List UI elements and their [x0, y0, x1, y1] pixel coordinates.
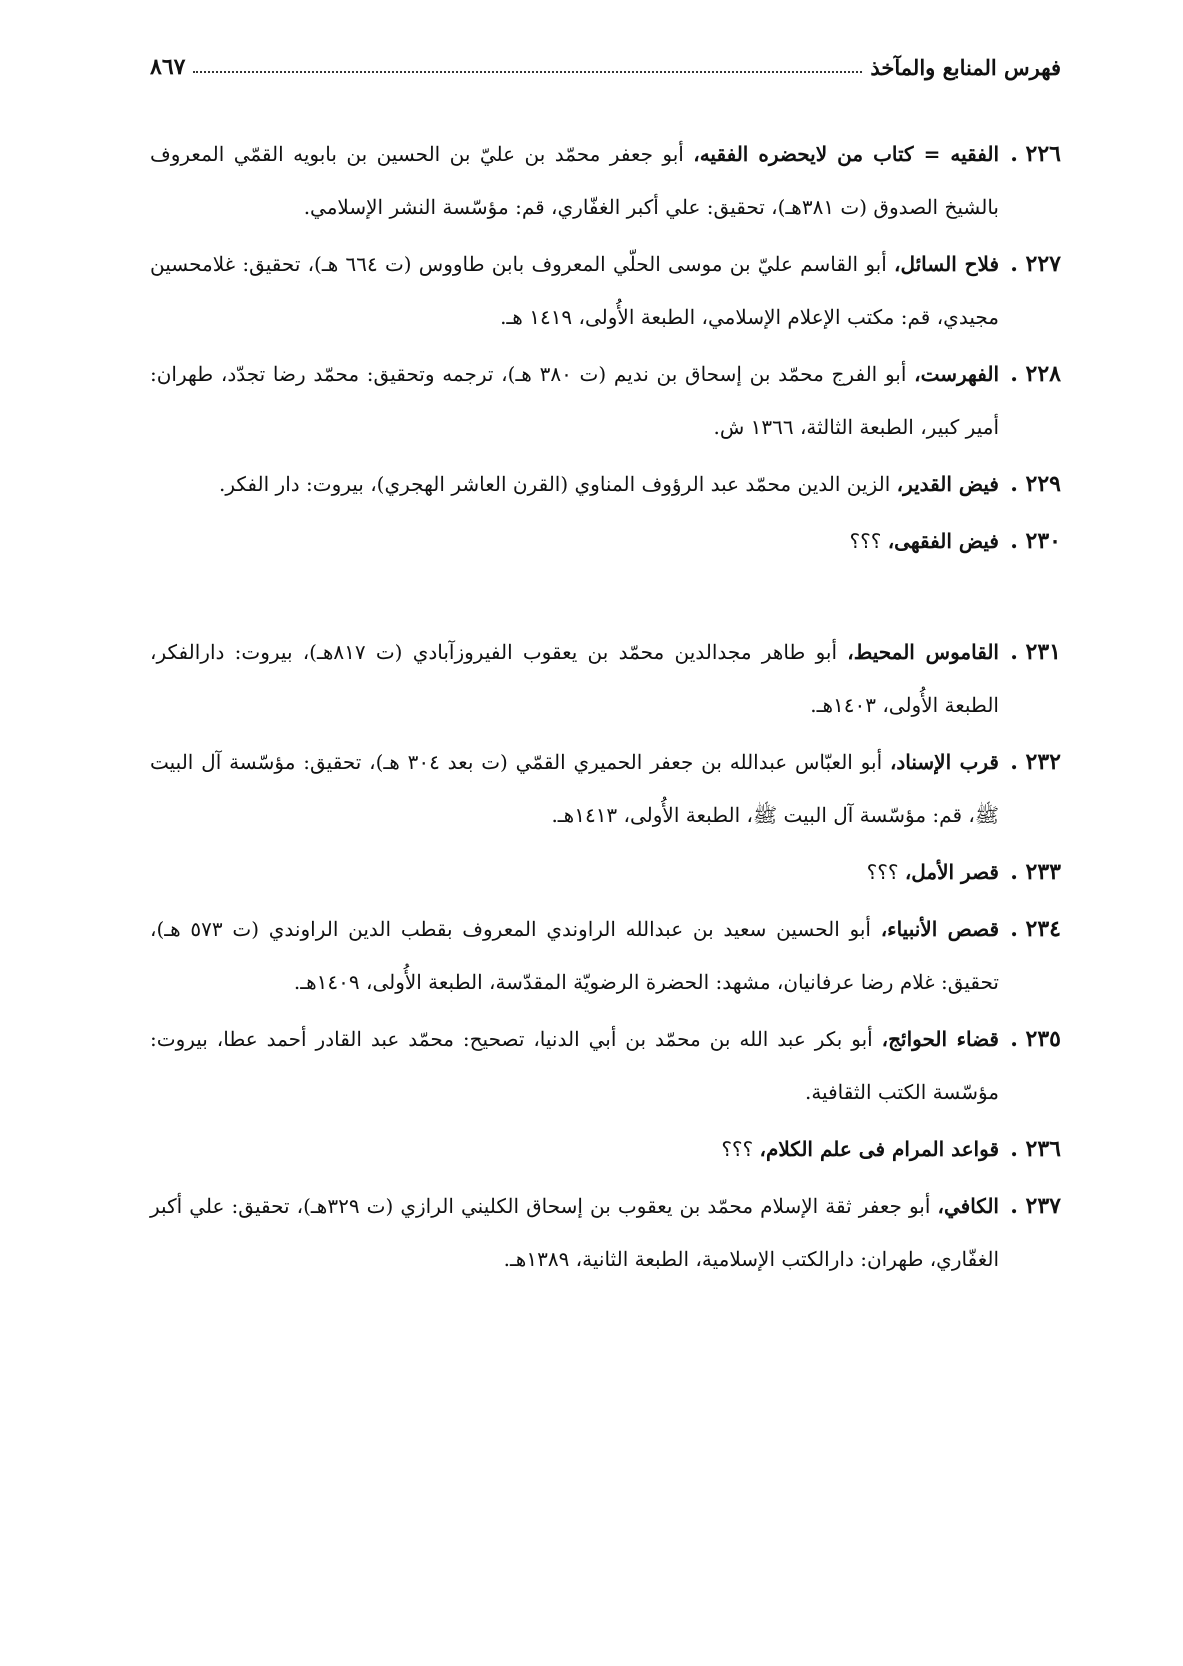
bibliography-list [150, 128, 1061, 1290]
bibliography-entry [150, 1123, 1061, 1176]
entry-text: أبو القاسم عليّ بن موسى الحلّي المعروف بابن طاووس (ت ٦٦٤ هـ)، تحقيق: غلامحسين مجيدي، قم: مكتب الإعلام الإسلامي، الطبعة الأُولى، ١٤١٩ هـ. [150, 252, 999, 329]
entry-number: ٢٣٠ . [1010, 528, 1061, 554]
leader-dots [193, 71, 862, 73]
bibliography-entry [150, 458, 1061, 511]
entry-text: أبو طاهر مجدالدين محمّد بن يعقوب الفيروزآبادي (ت ٨١٧هـ)، بيروت: دارالفكر، الطبعة الأُولى، ١٤٠٣هـ. [150, 640, 999, 717]
entry-number: ٢٣٧ . [1010, 1193, 1061, 1219]
running-title: فهرس المنابع والمآخذ [870, 55, 1061, 80]
entry-title: فلاح السائل، [894, 252, 1000, 276]
entry-title: فيض القدير، [896, 472, 999, 496]
entry-number: ٢٣٤ . [1010, 916, 1061, 942]
bibliography-entry [150, 846, 1061, 899]
entry-title: الكافي، [937, 1194, 999, 1218]
bibliography-entry [150, 128, 1061, 234]
bibliography-entry [150, 1180, 1061, 1286]
entry-number: ٢٢٧ . [1010, 251, 1061, 277]
entry-text: أبو جعفر محمّد بن عليّ بن الحسين بن بابويه القمّي المعروف بالشيخ الصدوق (ت ٣٨١هـ)، تحقيق: علي أكبر الغفّاري، قم: مؤسّسة النشر الإسلامي. [150, 142, 999, 219]
bibliography-entry [150, 515, 1061, 568]
entry-title: الفهرست، [914, 362, 1000, 386]
bibliography-entry [150, 1013, 1061, 1119]
entry-text: أبو جعفر ثقة الإسلام محمّد بن يعقوب بن إسحاق الكليني الرازي (ت ٣٢٩هـ)، تحقيق: علي أكبر الغفّاري، طهران: دارالكتب الإسلامية، الطبعة الثانية، ١٣٨٩هـ. [150, 1194, 999, 1271]
bibliography-entry [150, 238, 1061, 344]
entry-text: ؟؟؟ [866, 860, 905, 884]
entry-title: قرب الإسناد، [889, 750, 999, 774]
entry-text: أبو بكر عبد الله بن محمّد بن أبي الدنيا، تصحيح: محمّد عبد القادر أحمد عطا، بيروت: مؤسّسة الكتب الثقافية. [150, 1027, 999, 1104]
entry-title: قصر الأمل، [904, 860, 999, 884]
entry-title: فيض الفقهى، [887, 529, 999, 553]
page-header [150, 44, 1061, 80]
entry-title: الفقيه = كتاب من لايحضره الفقيه، [693, 142, 999, 166]
entry-text: أبو العبّاس عبدالله بن جعفر الحميري القمّي (ت بعد ٣٠٤ هـ)، تحقيق: مؤسّسة آل البيت ﷺ، قم: مؤسّسة آل البيت ﷺ، الطبعة الأُولى، ١٤١٣هـ. [150, 750, 999, 827]
entry-text: ؟؟؟ [849, 529, 888, 553]
entry-number: ٢٣٢ . [1010, 749, 1061, 775]
entry-number: ٢٢٨ . [1010, 361, 1061, 387]
entry-title: قواعد المرام فى علم الكلام، [759, 1137, 999, 1161]
bibliography-entry [150, 626, 1061, 732]
entry-text: الزين الدين محمّد عبد الرؤوف المناوي (القرن العاشر الهجري)، بيروت: دار الفكر. [218, 472, 897, 496]
entry-number: ٢٢٦ . [1010, 141, 1061, 167]
entry-title: قضاء الحوائج، [881, 1027, 999, 1051]
entry-text: ؟؟؟ [721, 1137, 760, 1161]
entry-number: ٢٣٥ . [1010, 1026, 1061, 1052]
bibliography-entry [150, 348, 1061, 454]
entry-text: أبو الحسين سعيد بن عبدالله الراوندي المعروف بقطب الدين الراوندي (ت ٥٧٣ هـ)، تحقيق: غلام رضا عرفانيان، مشهد: الحضرة الرضويّة المقدّسة، الطبعة الأُولى، ١٤٠٩هـ. [150, 917, 999, 994]
entry-title: القاموس المحيط، [847, 640, 999, 664]
entry-number: ٢٢٩ . [1010, 471, 1061, 497]
bibliography-entry [150, 736, 1061, 842]
entry-number: ٢٣٣ . [1010, 859, 1061, 885]
page-number: ٨٦٧ [150, 54, 186, 80]
entry-number: ٢٣٦ . [1010, 1136, 1061, 1162]
entry-title: قصص الأنبياء، [880, 917, 1000, 941]
entry-number: ٢٣١ . [1010, 639, 1061, 665]
bibliography-entry [150, 903, 1061, 1009]
entry-text: أبو الفرج محمّد بن إسحاق بن نديم (ت ٣٨٠ هـ)، ترجمه وتحقيق: محمّد رضا تجدّد، طهران: أمير كبير، الطبعة الثالثة، ١٣٦٦ ش. [150, 362, 999, 439]
